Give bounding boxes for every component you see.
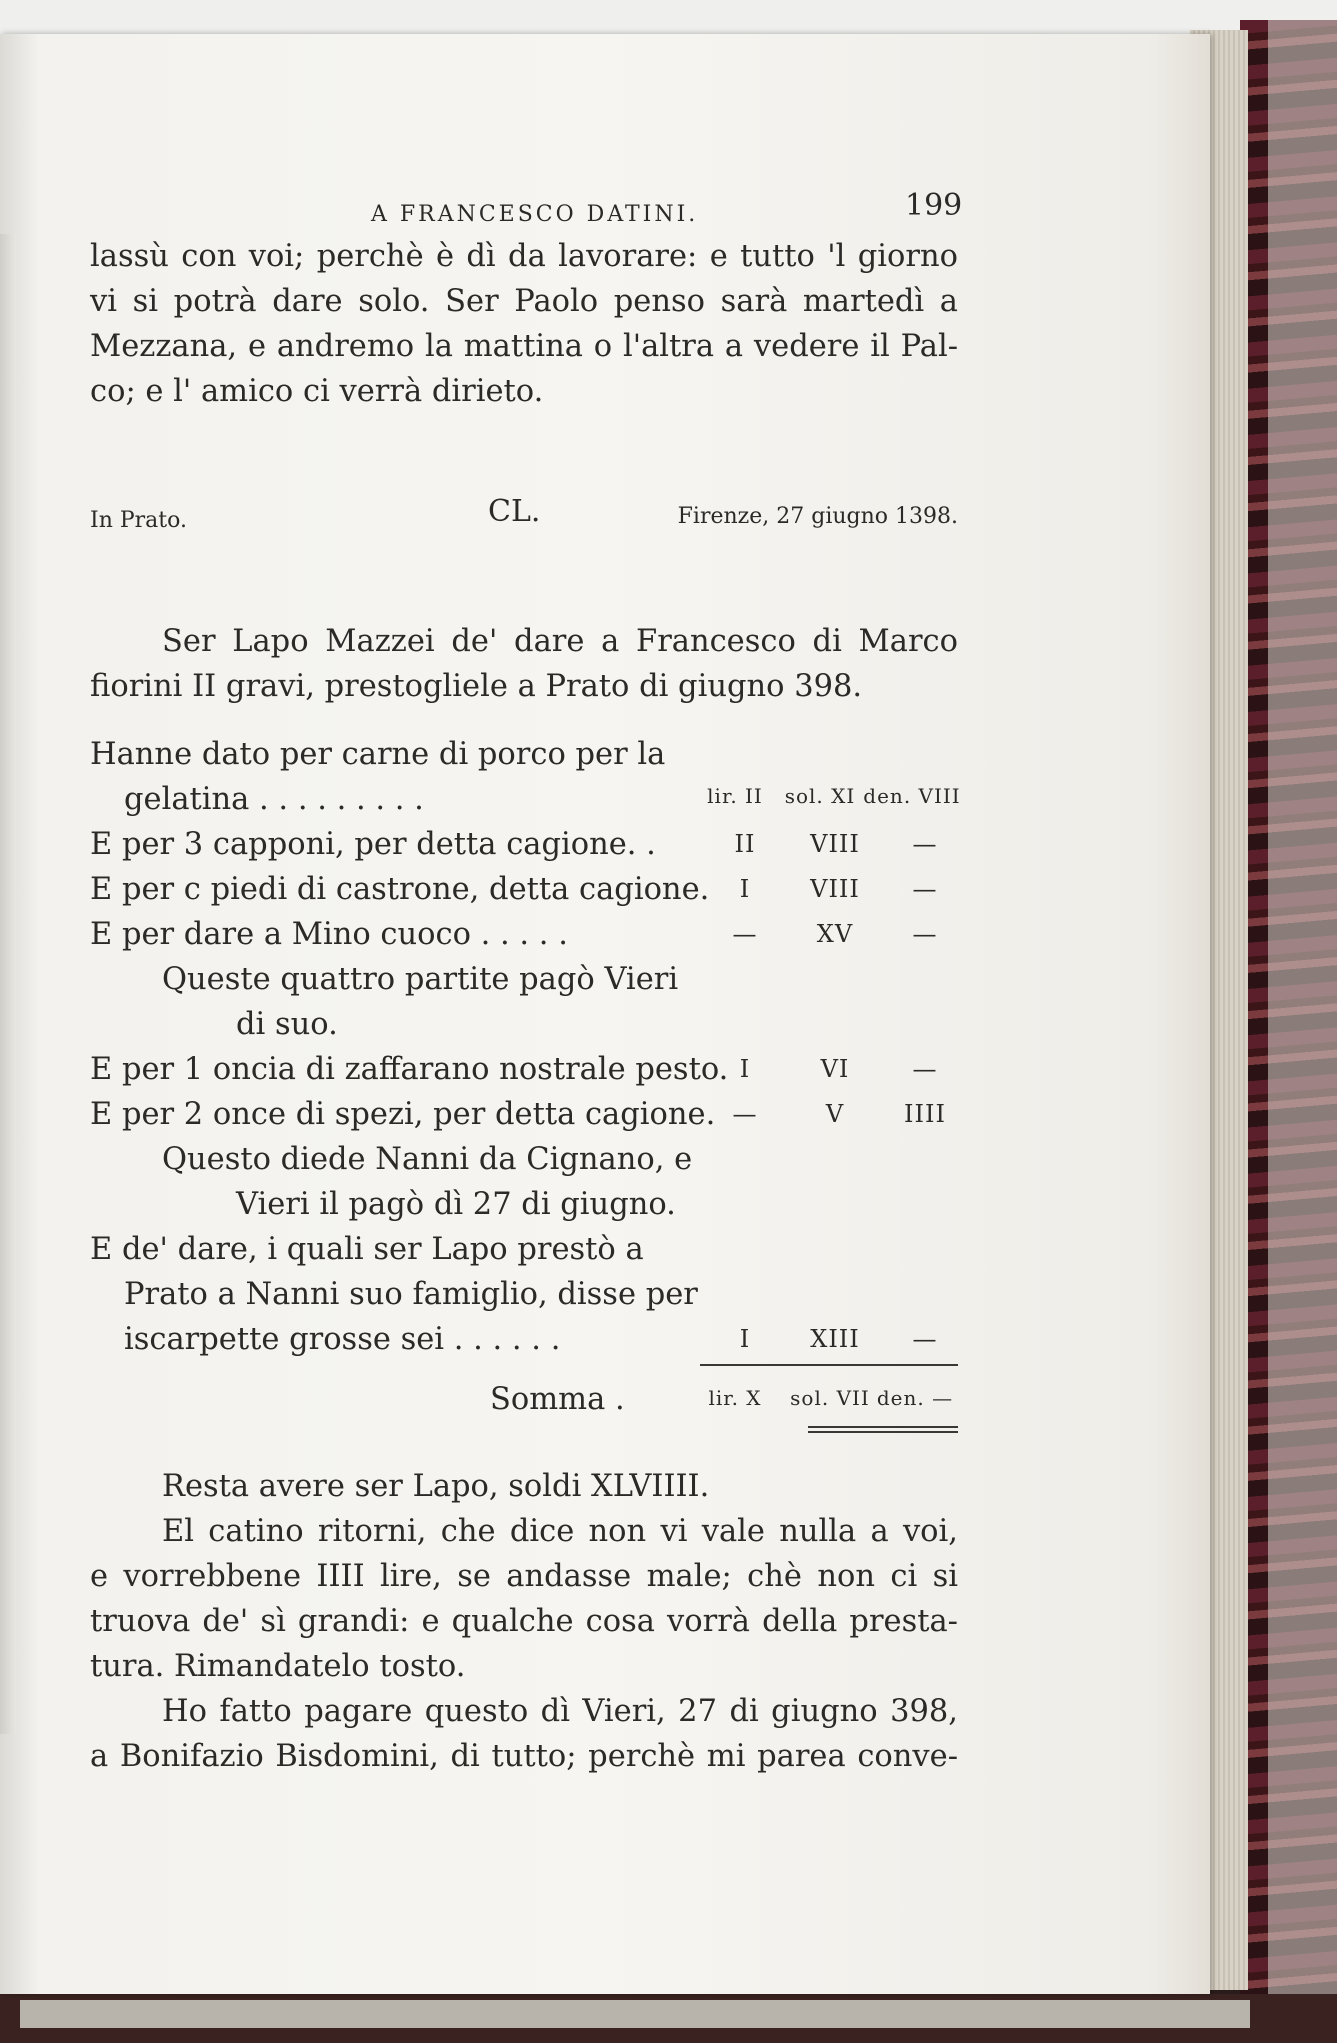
intro-line: Ser Lapo Mazzei de' dare a Francesco di Marco (162, 624, 958, 659)
closing-line: e vorrebbene IIII lire, se andasse male; chè non ci si (90, 1559, 958, 1594)
ledger-row-text: E per 3 capponi, per detta cagione. . (90, 827, 656, 862)
closing-line: tura. Rimandatelo tosto. (90, 1649, 466, 1684)
ledger-soldi: VI (820, 1055, 850, 1083)
ledger-row-text: iscarpette grosse sei . . . . . . (124, 1322, 561, 1357)
ledger-denari: — (912, 1055, 938, 1083)
ledger-row-text: E per 2 once di spezi, per detta cagione. (90, 1097, 716, 1132)
ledger-soldi: VIII (810, 875, 860, 903)
ledger-denari: — (912, 1325, 938, 1353)
ledger-row-text: di suo. (236, 1007, 338, 1042)
total-double-rule (808, 1431, 958, 1433)
book-page (0, 34, 1210, 1994)
ledger-row-text: gelatina . . . . . . . . . (124, 782, 424, 817)
bottom-page-edge (20, 2000, 1250, 2028)
total-double-rule (808, 1426, 958, 1428)
ledger-lire: I (739, 1055, 751, 1083)
ledger-lire: I (739, 875, 751, 903)
running-title: A FRANCESCO DATINI. (371, 202, 699, 227)
total-soldi: sol. VII (790, 1386, 870, 1410)
ledger-row-text: E de' dare, i quali ser Lapo prestò a (90, 1232, 644, 1267)
ledger-soldi: V (825, 1100, 845, 1128)
ledger-soldi: sol. XI (784, 784, 856, 808)
sum-rule (700, 1364, 958, 1366)
letter-number: CL. (488, 494, 541, 529)
page-gutter (0, 234, 16, 1734)
ledger-denari: — (912, 875, 938, 903)
opening-line: co; e l' amico ci verrà dirieto. (90, 374, 544, 409)
total-denari: den. — (876, 1386, 954, 1410)
total-label: Somma . (490, 1382, 625, 1417)
ledger-row-text: Queste quattro partite pagò Vieri (162, 962, 679, 997)
ledger-denari: den. VIII (863, 784, 961, 808)
closing-line: Resta avere ser Lapo, soldi XLVIIII. (162, 1469, 710, 1504)
letter-place: In Prato. (90, 508, 187, 533)
ledger-soldi: XV (816, 920, 854, 948)
ledger-soldi: XIII (810, 1325, 860, 1353)
total-lire: lir. X (708, 1386, 762, 1410)
opening-line: vi si potrà dare solo. Ser Paolo penso sarà martedì a (90, 284, 958, 319)
ledger-row-text: Prato a Nanni suo famiglio, disse per (124, 1277, 698, 1312)
ledger-lire: lir. II (707, 784, 763, 808)
letter-dateline: Firenze, 27 giugno 1398. (677, 504, 958, 529)
spine-cloth (1268, 20, 1337, 2043)
ledger-denari: — (912, 920, 938, 948)
ledger-lire: — (732, 920, 758, 948)
ledger-row-text: Vieri il pagò dì 27 di giugno. (236, 1187, 676, 1222)
ledger-denari: IIII (904, 1100, 946, 1128)
table-surface (0, 0, 1337, 36)
ledger-lire: — (732, 1100, 758, 1128)
ledger-row-text: Hanne dato per carne di porco per la (90, 737, 666, 772)
ledger-denari: — (912, 830, 938, 858)
ledger-row-text: E per dare a Mino cuoco . . . . . (90, 917, 568, 952)
opening-line: lassù con voi; perchè è dì da lavorare: e tutto 'l giorno (90, 239, 958, 274)
ledger-lire: I (739, 1325, 751, 1353)
closing-line: truova de' sì grandi: e qualche cosa vorrà della presta- (90, 1604, 958, 1639)
page-number: 199 (905, 188, 963, 223)
closing-line: a Bonifazio Bisdomini, di tutto; perchè mi parea conve- (90, 1739, 958, 1774)
closing-line: Ho fatto pagare questo dì Vieri, 27 di giugno 398, (162, 1694, 958, 1729)
ledger-row-text: E per 1 oncia di zaffarano nostrale pesto. (90, 1052, 729, 1087)
closing-line: El catino ritorni, che dice non vi vale nulla a voi, (162, 1514, 958, 1549)
ledger-row-text: Questo diede Nanni da Cignano, e (162, 1142, 693, 1177)
ledger-row-text: E per c piedi di castrone, detta cagione. (90, 872, 710, 907)
intro-line: fiorini II gravi, prestogliele a Prato di giugno 398. (90, 669, 863, 704)
ledger-lire: II (734, 830, 756, 858)
opening-line: Mezzana, e andremo la mattina o l'altra a vedere il Pal- (90, 329, 958, 364)
ledger-soldi: VIII (810, 830, 860, 858)
